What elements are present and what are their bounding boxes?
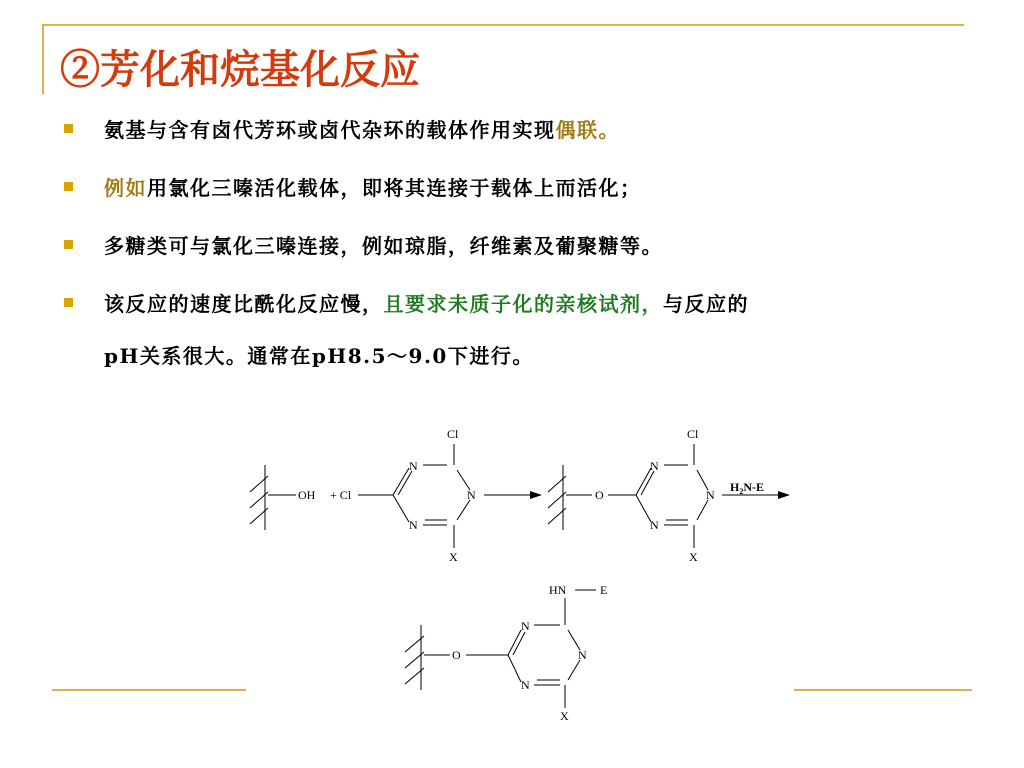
- bullet-text-line2: pH关系很大。通常在pH8.5～9.0下进行。: [104, 344, 534, 368]
- plus-cl-label: + Cl: [330, 488, 352, 502]
- n-label: N: [578, 648, 587, 662]
- o-label: O: [595, 488, 604, 502]
- n-label: N: [467, 488, 476, 502]
- n-label: N: [650, 518, 659, 532]
- hn-label: HN: [549, 583, 567, 597]
- bullet-highlight-green: 且要求未质子化的亲核试剂，: [383, 292, 663, 316]
- n-label: N: [409, 459, 418, 473]
- o-label: O: [452, 648, 461, 662]
- bullet-highlight: 例如: [104, 176, 147, 200]
- x-label: X: [560, 709, 569, 723]
- reagent-label: $H_2N-E$: [730, 480, 765, 496]
- cl-label: Cl: [687, 427, 699, 441]
- x-label: X: [689, 550, 698, 564]
- bullet-segment: 多糖类可与氯化三嗪连接，例如琼脂，纤维素及葡聚糖等。: [104, 234, 663, 258]
- n-label: N: [650, 459, 659, 473]
- bullet-segment: 用氯化三嗪活化载体，即将其连接于载体上而活化；: [147, 176, 642, 200]
- n-label: N: [409, 518, 418, 532]
- x-label: X: [449, 550, 458, 564]
- cl-label: Cl: [447, 427, 459, 441]
- bullet-segment: 氨基与含有卤代芳环或卤代杂环的载体作用实现: [104, 118, 556, 142]
- arrow-head-2: [778, 491, 790, 499]
- bullet-segment: 该反应的速度比酰化反应慢，: [104, 292, 384, 316]
- arrow-head-1: [530, 491, 542, 499]
- bullet-highlight: 偶联。: [555, 118, 620, 142]
- n-label: N: [706, 488, 715, 502]
- e-label: E: [600, 583, 608, 597]
- n-label: N: [521, 678, 530, 692]
- slide-title: ②芳化和烷基化反应: [60, 46, 420, 93]
- bullet-segment: 与反应的: [663, 292, 749, 316]
- oh-label: OH: [298, 488, 316, 502]
- n-label: N: [521, 619, 530, 633]
